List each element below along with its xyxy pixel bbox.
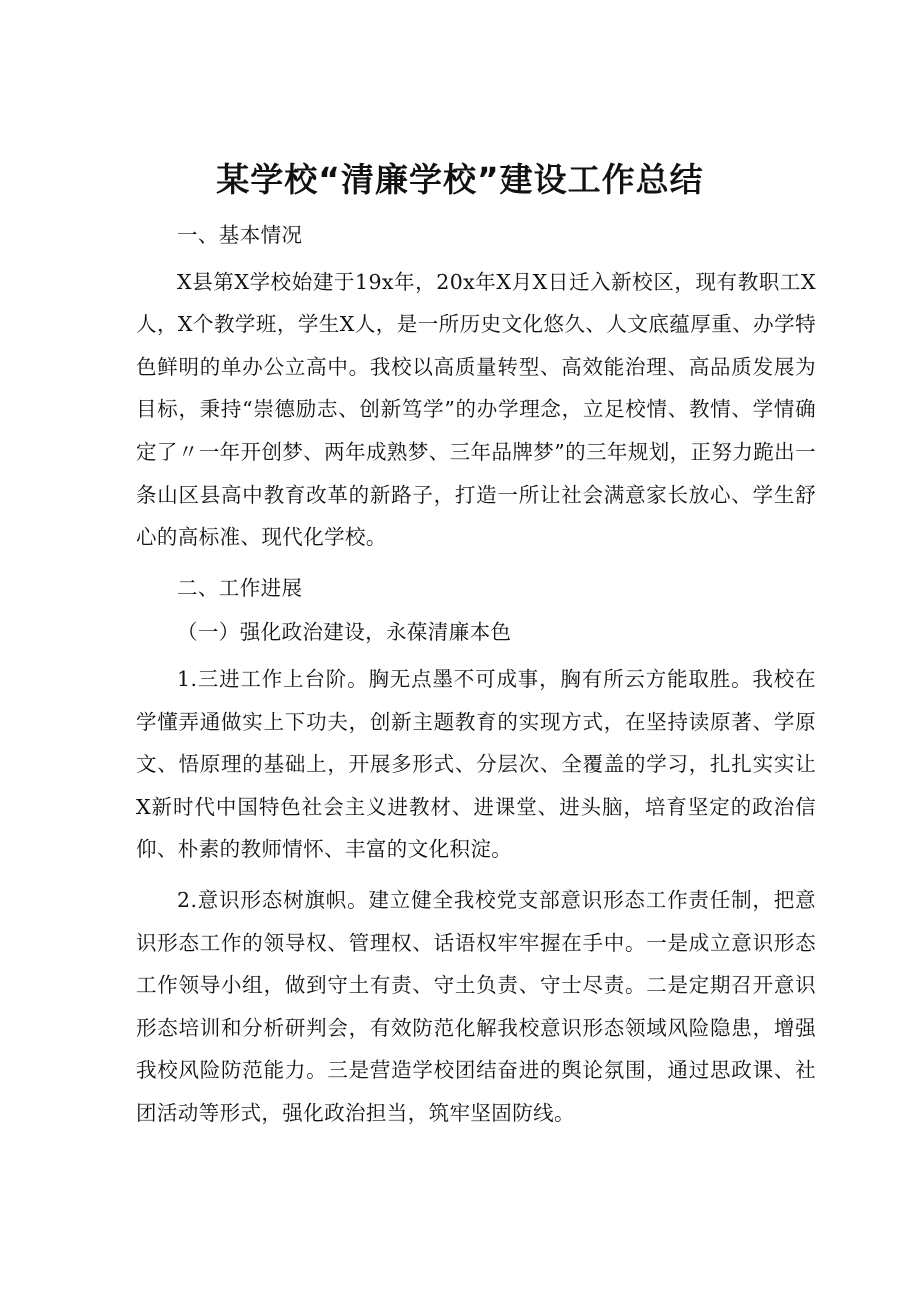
section-1-paragraph: X县第X学校始建于19x年，20x年X月X日迁入新校区，现有教职工X人，X个教学班，学生X人，是一所历史文化悠久、人文底蕴厚重、办学特色鲜明的单办公立高中。我校以高质量转型、高效能治理、高品质发展为目标，秉持“崇德励志、创新笃学”的办学理念，立足校情、教情、学情确定了〃一年开创梦、两年成熟梦、三年品牌梦”的三年规划，正努力跪出一条山区县高中教育改革的新路子，打造一所让社会满意家长放心、学生舒心的高标准、现代化学校。 <box>136 269 816 550</box>
section-1-heading: 一、基本情况 <box>177 223 303 247</box>
subsection-1-heading: （一）强化政治建设，永葆清廉本色 <box>177 620 512 645</box>
item-1-paragraph: 1.三进工作上台阶。胸无点墨不可成事，胸有所云方能取胜。我校在学懂弄通做实上下功夫，创新主题教育的实现方式，在坚持读原著、学原文、悟原理的基础上，开展多形式、分层次、全覆盖的学习，扎扎实实让X新时代中国特色社会主义进教材、进课堂、进头脑，培育坚定的政治信仰、朴素的教师情怀、丰富的文化积淀。 <box>136 666 816 862</box>
document-body <box>136 212 816 1134</box>
document-title: 某学校“清廉学校”建设工作总结 <box>216 160 704 199</box>
item-2-paragraph: 2.意识形态树旗帜。建立健全我校党支部意识形态工作责任制，把意识形态工作的领导权、管理权、话语权牢牢握在手中。一是成立意识形态工作领导小组，做到守土有责、守土负责、守士尽责。二是定期召开意识形态培训和分析研判会，有效防范化解我校意识形态领域风险隐患，增强我校风险防范能力。三是营造学校团结奋进的舆论氛围，通过思政课、社团活动等形式，强化政治担当，筑牢坚固防线。 <box>136 887 816 1125</box>
section-2-heading: 二、工作进展 <box>177 575 303 600</box>
